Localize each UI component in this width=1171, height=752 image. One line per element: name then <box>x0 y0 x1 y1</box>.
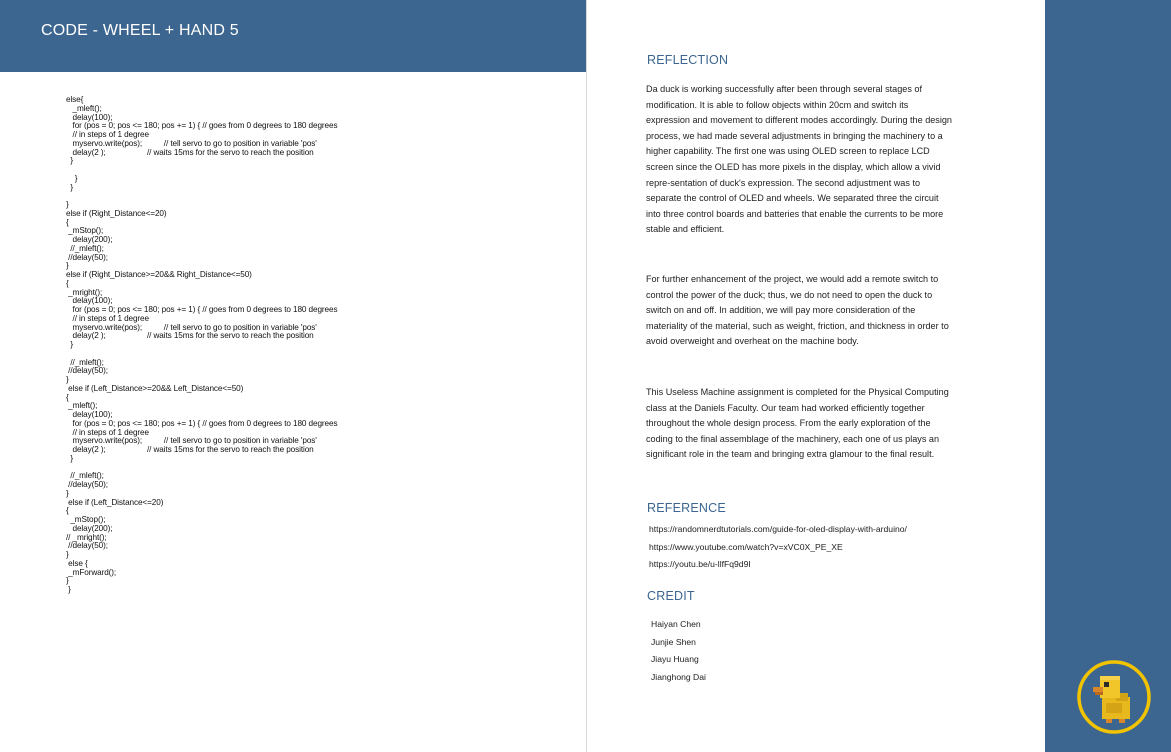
reflection-heading: REFLECTION <box>647 53 729 67</box>
reference-link[interactable]: https://youtu.be/u-llfFq9d9I <box>649 559 751 569</box>
duck-logo-icon <box>1076 659 1152 735</box>
credit-name: Jianghong Dai <box>651 671 706 682</box>
credit-name: Jiayu Huang <box>651 654 699 664</box>
credit-heading: CREDIT <box>647 589 695 603</box>
reflection-paragraph-1: Da duck is working successfully after been through several stages of modification. It is able to follow objects within 20cm and switch its expression and movement to different modes accordingly. During the design process, we had made several adjustments in bringing the machinery to a higher capability. The first one was using OLED screen to replace LCD screen since the OLED has more pixels in the display, which allow a vivid repre-sentation of duck's expression. The second adjustment was to separate the control of OLED and wheels. We separated three the circuit into three control boards and batteries that enable the currents to be more stable and efficient. <box>646 84 952 235</box>
code-block: else{ _mleft(); delay(100); for (pos = 0; pos <= 180; pos += 1) { // goes from 0 degrees to 180 degrees // in steps of 1 degree myservo.write(pos); // tell servo to go to position in variable 'pos' delay(2 ); // waits 15ms for the servo to reach the position } } } } else if (Right_Distance<=20) { _mStop(); delay(200); //_mleft(); //delay(50); } else if (Right_Distance>=20&& Right_Distance<=50) { _mright(); delay(100); for (pos = 0; pos <= 180; pos += 1) { // goes from 0 degrees to 180 degrees // in steps of 1 degree myservo.write(pos); // tell servo to go to position in variable 'pos' delay(2 ); // waits 15ms for the servo to reach the position } //_mleft(); //delay(50); } else if (Left_Distance>=20&& Left_Distance<=50) { _mleft(); delay(100); for (pos = 0; pos <= 180; pos += 1) { // goes from 0 degrees to 180 degrees // in steps of 1 degree myservo.write(pos); // tell servo to go to position in variable 'pos' delay(2 ); // waits 15ms for the servo to reach the position } //_mleft(); //delay(50); } else if (Left_Distance<=20) { _mStop(); delay(200); // _mright(); //delay(50); } else { _mForward(); } } <box>66 95 338 594</box>
page-title: CODE - WHEEL + HAND 5 <box>41 22 239 39</box>
reference-list <box>649 521 907 574</box>
credit-list <box>651 616 706 686</box>
reflection-paragraph-3: This Useless Machine assignment is completed for the Physical Computing class at the Daniels Faculty. Our team had worked efficiently together throughout the whole design process. From the early exploration of the coding to the final assemblage of the machinery, each one of us plays an significant role in the team and bringing extra glamour to the final result. <box>646 387 949 460</box>
reference-link[interactable]: https://www.youtube.com/watch?v=xVC0X_PE_XE <box>649 541 843 552</box>
credit-name: Junjie Shen <box>651 636 696 647</box>
reference-heading: REFERENCE <box>647 501 726 515</box>
left-header-bar <box>0 0 586 72</box>
right-blue-band <box>1045 0 1171 752</box>
credit-name: Haiyan Chen <box>651 619 701 629</box>
reflection-paragraph-2: For further enhancement of the project, we would add a remote switch to control the power of the duck; thus, we do not need to open the duck to switch on and off. In addition, we will pay more consideration of the materiality of the material, such as weight, friction, and thickness in order to avoid overweight and overheat on the machine body. <box>646 274 949 347</box>
reference-link[interactable]: https://randomnerdtutorials.com/guide-for-oled-display-with-arduino/ <box>649 524 907 534</box>
